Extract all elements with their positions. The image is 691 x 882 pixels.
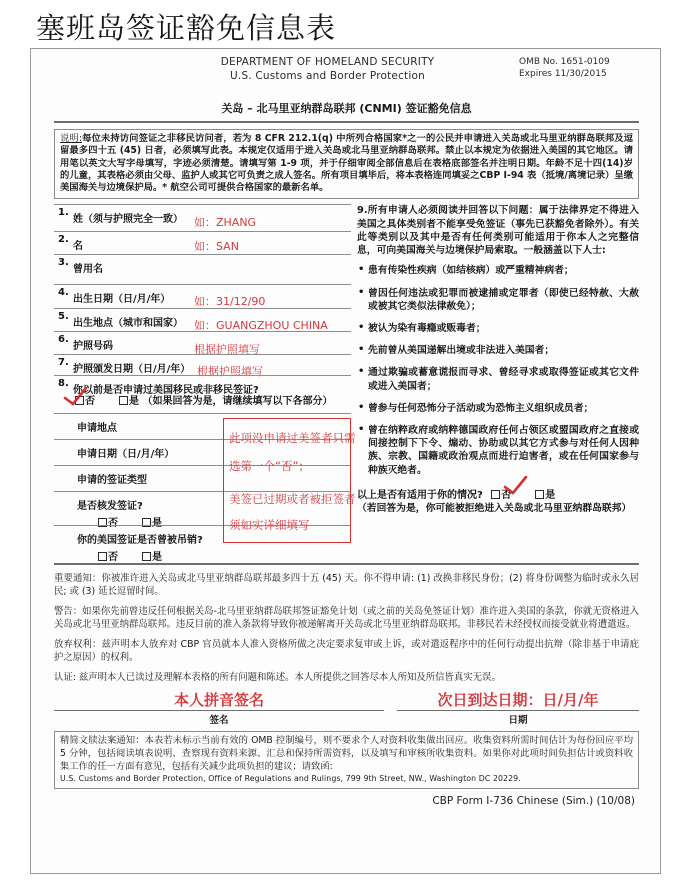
applies-checkbox-no[interactable] (491, 490, 500, 499)
field-label-4: 出生日期（日/月/年） (73, 294, 171, 306)
list-item: • 先前曾从美国递解出境或非法进入美国者； (357, 344, 639, 357)
scanned-form-sheet (30, 48, 661, 874)
field-number-4: 4. (58, 287, 69, 299)
field-hint-6: 根据护照填写 (194, 343, 260, 357)
red-annotation-line-2: 选第一个“否”； (229, 459, 310, 474)
date-red-annotation: 次日到达日期：日/月/年 (437, 691, 599, 710)
form-number: CBP Form I-736 Chinese (Sim.) (10/08) (432, 795, 635, 808)
field-label-6: 护照号码 (73, 341, 113, 353)
q8-checkbox-no[interactable] (75, 396, 84, 405)
field-hint-4: 如：31/12/90 (194, 295, 266, 309)
instructions-lead: 说明: (60, 133, 82, 144)
q8-label-no: 否 (85, 396, 95, 408)
field-row-8[interactable] (54, 375, 351, 397)
visa-issued-label-no: 否 (108, 518, 118, 530)
field-number-5: 5. (58, 311, 69, 323)
waiver-notice: 放弃权利：兹声明本人放弃对 CBP 官员就本人准入资格所做之决定要求复审或上诉，或对遣返程序中的任何行动提出抗辩（除非基于申请庇护之原因）的权利。 (54, 639, 639, 664)
field-label-7: 护照颁发日期（日/月/年） (73, 364, 191, 376)
signature-caption: 签名 (209, 715, 229, 727)
list-item: • 通过欺骗或蓄意谎报而寻求、曾经寻求或取得签证或其它文件或进入美国者； (357, 366, 639, 392)
field-row-6[interactable] (54, 331, 351, 357)
omb-number: OMB No. 1651-0109 (519, 57, 610, 67)
visa-revoked-checkbox-no[interactable] (98, 552, 107, 561)
subfield-label-visa-revoked: 你的美国签证是否曾被吊销? (77, 535, 203, 547)
red-annotation-line-4: 须如实详细填写 (229, 518, 310, 533)
field-row-5[interactable] (54, 308, 351, 331)
date-caption: 日期 (508, 715, 528, 727)
subfield-label-visa-type: 申请的签证类型 (77, 475, 147, 487)
field-number-7: 7. (58, 357, 69, 369)
list-item: • 患有传染性疾病（如结核病）或严重精神病者； (357, 264, 639, 277)
question-9-text: 9.所有申请人必须阅读并回答以下问题：属于法律界定不得进入美国之具体类别者不能享受免签证（事先已获豁免者除外）。有关此等类别以及其中是否有任何类别可能适用于你本人之完整信息，可向美国海关与边境保护局索取。一般涵盖以下人士: (357, 205, 639, 257)
field-number-2: 2. (58, 234, 69, 246)
q8-answer-row[interactable] (54, 392, 351, 413)
paperwork-reduction-box (54, 731, 639, 789)
ineligibility-bullet-list (357, 264, 639, 476)
warning-notice: 警告：如果你先前曾违反任何根据关岛-北马里亚纳群岛联邦签证豁免计划（或之前的关岛免签证计划）准许进入美国的条款，你就无资格进入关岛或北马里亚纳群岛联邦。违反目前的准入条款将导致你被递解离开关岛或北马里亚纳群岛联邦。非移民若未经授权而接受就业将遭遣返。 (54, 606, 639, 631)
field-hint-5: 如：GUANGZHOU CHINA (194, 319, 328, 333)
field-hint-1: 如：ZHANG (194, 216, 257, 230)
list-item: • 曾因任何违法或犯罪而被逮捕或定罪者（即使已经特赦、大赦或被其它类似法律赦免）； (357, 287, 639, 313)
omb-block (519, 56, 639, 80)
q8-checkbox-yes[interactable] (119, 396, 128, 405)
header-divider (54, 121, 639, 123)
applies-note: （若回答为是，你可能被拒绝进入关岛或北马里亚纳群岛联邦） (357, 502, 632, 514)
q8-label-yes: 是 (128, 396, 139, 408)
instructions-box (54, 129, 639, 199)
visa-revoked-label-yes: 是 (151, 552, 162, 564)
signature-red-annotation: 本人拼音签名 (173, 691, 264, 710)
certification-notice: 认证: 兹声明本人已读过及理解本表格的所有问题和陈述。本人所提供之回答尽本人所知及所信皆真实无误。 (54, 672, 501, 684)
form-header (54, 55, 639, 97)
field-row-3[interactable] (54, 254, 351, 284)
important-notice: 重要通知：你被准许进入关岛或北马里亚纳群岛联邦最多四十五 (45) 天。你不得申请: (1) 改换非移民身份；(2) 将身份调整为临时或永久居民; 或 (3) 延长逗留时间。 (54, 573, 639, 598)
field-number-1: 1. (58, 207, 69, 219)
field-row-7[interactable] (54, 354, 351, 379)
field-number-3: 3. (58, 257, 69, 269)
field-label-2: 名 (73, 241, 83, 253)
signature-area (54, 691, 639, 726)
signature-line (54, 710, 384, 711)
list-item: • 曾在纳粹政府或纳粹德国政府任何占领区或盟国政府之直接或间接控制下下令、煽动、协助或以其它方式参与对任何人因种族、宗教、国籍或政治观点而进行迫害者，或在任何国家参与种族灭绝者。 (357, 424, 639, 477)
field-label-3: 曾用名 (73, 264, 103, 276)
list-item: • 被认为染有毒瘾或贩毒者； (357, 322, 639, 335)
q8-tail-text: （如果回答为是，请继续填写以下各部分） (142, 396, 333, 408)
agency-line-2: U.S. Customs and Border Protection (230, 70, 425, 82)
red-annotation-line-3: 美签已过期或者被拒签者 (229, 492, 356, 507)
date-line (397, 710, 639, 711)
notices-divider (54, 563, 639, 565)
visa-revoked-label-no: 否 (108, 552, 118, 564)
field-number-8: 8. (58, 378, 69, 390)
left-column (54, 204, 356, 564)
omb-expiry: Expires 11/30/2015 (519, 69, 607, 79)
visa-revoked-answers[interactable] (58, 548, 351, 563)
field-hint-7: 根据护照填写 (197, 365, 263, 379)
field-hint-2: 如：SAN (194, 240, 239, 254)
form-body (54, 204, 639, 564)
field-number-6: 6. (58, 334, 69, 346)
field-label-1: 姓（须与护照完全一致） (73, 214, 183, 226)
field-row-4[interactable] (54, 284, 351, 308)
visa-issued-label-yes: 是 (151, 518, 162, 530)
applies-label-no: 否 (501, 489, 512, 501)
visa-revoked-checkbox-yes[interactable] (142, 552, 151, 561)
applies-question-row[interactable] (357, 486, 639, 501)
applies-checkbox-yes[interactable] (535, 490, 544, 499)
field-label-5: 出生地点（城市和国家） (73, 318, 183, 330)
subfield-label-visa-issued: 是否核发签证? (77, 501, 143, 513)
instructions-body: 每位未持访问签证之非移民访问者，若为 8 CFR 212.1(q) 中所列合格国家*之一的公民并申请进入关岛或北马里亚纳群岛联邦及逗留最多四十五 (45) 日者，必须填写此表。本规定仅适用于进入关岛或北马里亚纳群岛联邦。禁止以本规定为依据进入美国的其它地区。请用笔以英文大写字母填写，字迹必须清楚。请填写第 1-9 项，并于仔细审阅全部信息后在表格底部签名并注明日期。年龄不足十四(14)岁的儿童，其表格必须由父母、监护人或其它可负责之成人签名。所有项目填毕后，将本表格连同填妥之CBP I-94 表（抵境/离境记录）呈缴美国海关与边境保护局。* 航空公司可提供合格国家的最新名单。 (60, 133, 633, 194)
paperwork-text: 精简文牍法案通知：本表若未标示当前有效的 OMB 控制编号，则不要求个人对资料收集做出回应。收集资料所需时间估计为每份回应平均 5 分钟，包括阅读填表说明、查察现有资料来源、汇总和保持所需资料，以及填写和审核所收集资料。如果你对此项时间负担估计或资料收集工作的任一方面有意见，包括有关减少此项负担的建议；请致函: (60, 735, 633, 772)
field-row-2[interactable] (54, 231, 351, 254)
field-row-1[interactable] (54, 204, 351, 231)
cbp-address: U.S. Customs and Border Protection, Office of Regulations and Rulings, 799 9th Street, NW., Washington DC 20229. (60, 774, 521, 784)
page-title: 塞班岛签证豁免信息表 (36, 11, 337, 45)
subfield-label-apply-place: 申请地点 (77, 423, 117, 435)
field-label-8: 你以前是否申请过美国移民或非移民签证? (73, 385, 259, 397)
right-column (351, 204, 639, 559)
subfield-label-apply-date: 申请日期（日/月/年） (77, 449, 175, 461)
list-item: • 曾参与任何恐怖分子活动或为恐怖主义组织成员者； (357, 402, 639, 415)
agency-line-1: DEPARTMENT OF HOMELAND SECURITY (220, 56, 435, 68)
signature-cell[interactable] (54, 691, 384, 726)
applies-label-yes: 是 (545, 489, 556, 501)
form-inner (54, 55, 639, 807)
applies-question-label: 以上是否有适用于你的情况? (357, 489, 483, 501)
date-cell[interactable] (384, 691, 639, 726)
red-annotation-line-1: 此项没申请过美签者只需 (229, 431, 356, 446)
form-title-cn: 关岛 – 北马里亚纳群岛联邦 (CNMI) 签证豁免信息 (221, 102, 472, 115)
